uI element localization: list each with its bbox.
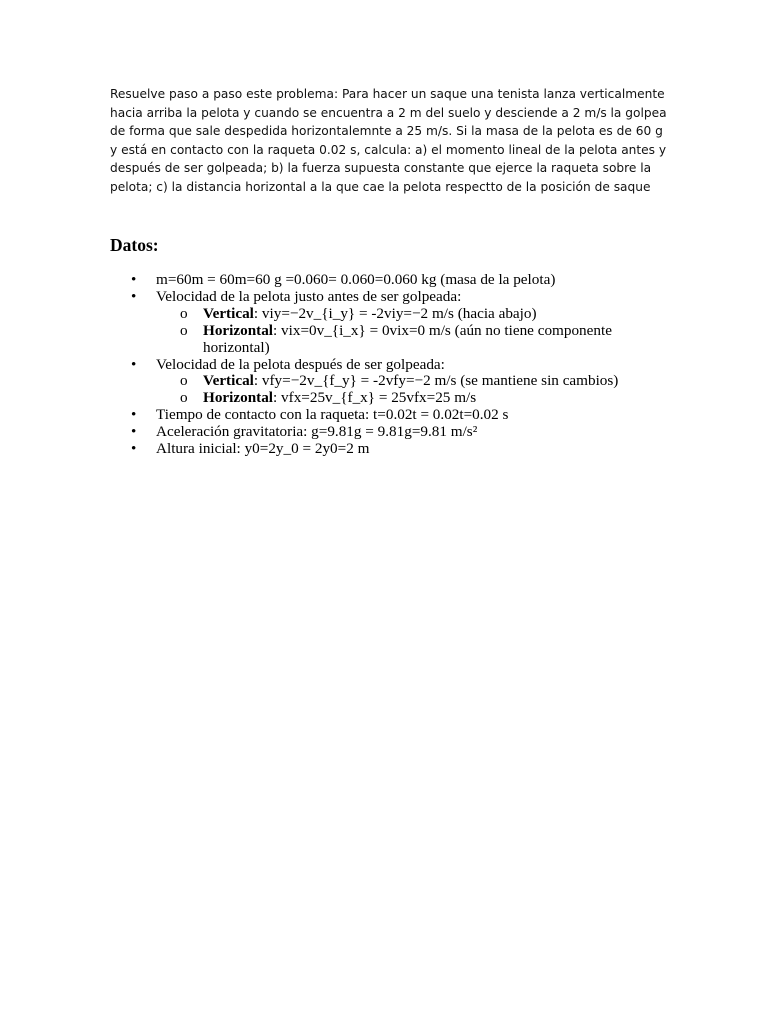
mass-text: m=60m = 60m=60 g =0.060= 0.060=0.060 kg (masa de la pelota) bbox=[156, 271, 556, 288]
sublist-item-vertical-before bbox=[156, 306, 670, 323]
list-item-initial-height bbox=[110, 441, 670, 458]
horizontal-label: Horizontal bbox=[203, 321, 274, 339]
velocity-after-text: Velocidad de la pelota después de ser golpeada: bbox=[156, 355, 445, 373]
vertical-label: Vertical bbox=[203, 372, 254, 390]
contact-time-text: Tiempo de contacto con la raqueta: t=0.02t = 0.02t=0.02 s bbox=[156, 406, 509, 424]
list-item-contact-time bbox=[110, 407, 670, 424]
list-item-velocity-before bbox=[110, 289, 670, 357]
horizontal-label: Horizontal bbox=[203, 389, 274, 407]
sublist-item-vertical-after bbox=[156, 373, 670, 390]
list-item-gravity bbox=[110, 424, 670, 441]
sublist-item-horizontal-before bbox=[156, 323, 670, 357]
gravity-text: Aceleración gravitatoria: g=9.81g = 9.81g=9.81 m/s² bbox=[156, 423, 478, 441]
list-item-velocity-after bbox=[110, 357, 670, 408]
vertical-before-text: : viy=−2v_{i_y} = -2viy=−2 m/s (hacia abajo) bbox=[253, 304, 537, 322]
velocity-before-text: Velocidad de la pelota justo antes de ser golpeada: bbox=[156, 287, 462, 305]
problem-statement: Resuelve paso a paso este problema: Para hacer un saque una tenista lanza verticalmente hacia arriba la pelota y cuando se encuentra a 2 m del suelo y desciende a 2 m/s la golpea de forma que sale despedida horizontalemnte a 25 m/s. Si la masa de la pelota es de 60 g y está en contacto con la raqueta 0.02 s, calcula: a) el momento lineal de la pelota antes y después de ser golpeada; b) la fuerza supuesta constante que ejerce la raqueta sobre la pelota; c) la distancia horizontal a la que cae la pelota respectto de la posición de saque bbox=[110, 87, 667, 194]
horizontal-after-text: : vfx=25v_{f_x} = 25vfx=25 m/s bbox=[273, 389, 477, 407]
list-item-mass bbox=[110, 272, 670, 289]
velocity-before-sublist bbox=[156, 306, 670, 357]
vertical-label: Vertical bbox=[203, 304, 254, 322]
sublist-item-horizontal-after bbox=[156, 390, 670, 407]
datos-list bbox=[110, 272, 670, 458]
horizontal-before-text: : vix=0v_{i_x} = 0vix=0 m/s (aún no tiene componente horizontal) bbox=[203, 321, 612, 356]
datos-heading: Datos: bbox=[110, 235, 159, 255]
vertical-after-text: : vfy=−2v_{f_y} = -2vfy=−2 m/s (se mantiene sin cambios) bbox=[253, 372, 619, 390]
velocity-after-sublist bbox=[156, 373, 670, 407]
initial-height-text: Altura inicial: y0=2y_0 = 2y0=2 m bbox=[156, 440, 370, 458]
